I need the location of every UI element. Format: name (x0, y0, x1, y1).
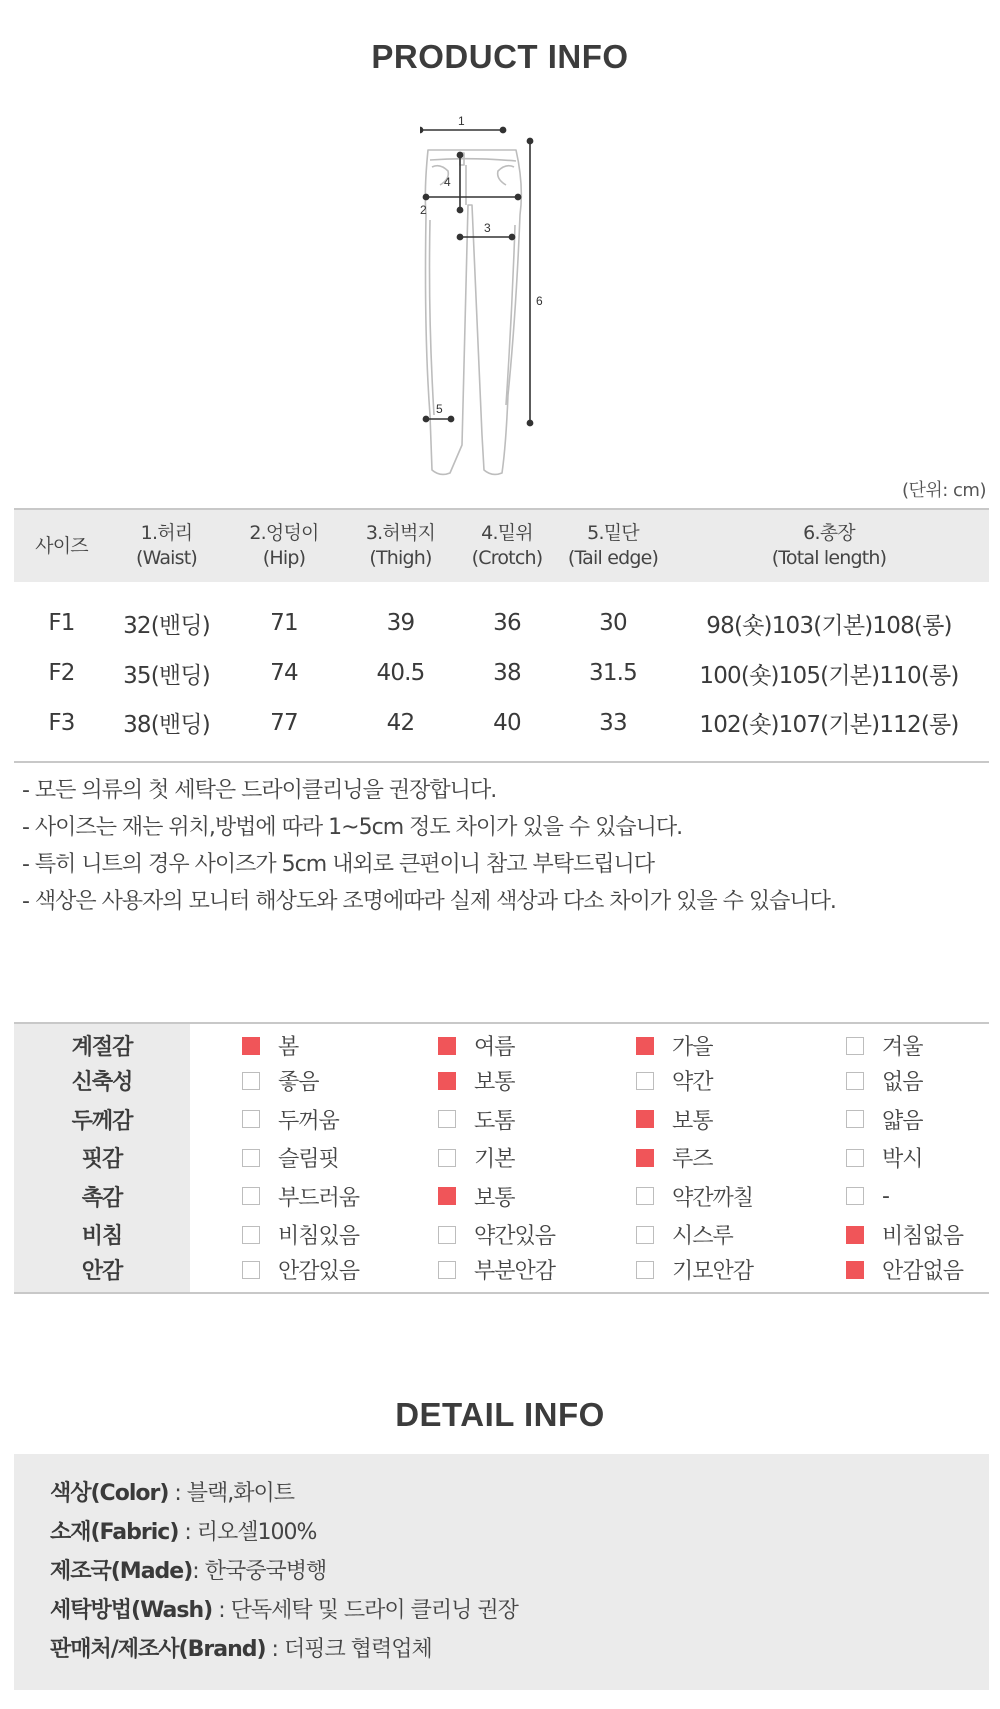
attribute-option-cell (398, 1100, 596, 1139)
checked-box-icon (636, 1037, 654, 1055)
attribute-option (846, 1104, 989, 1135)
option-label: 안감있음 (278, 1259, 360, 1285)
option-label: 도톰 (474, 1108, 515, 1134)
cell-tail-edge: 30 (599, 610, 627, 636)
option-label: 안감없음 (882, 1259, 964, 1285)
cell-tail-edge: 33 (557, 698, 669, 762)
pants-measurement-diagram (420, 115, 600, 485)
option-label: - (882, 1183, 889, 1209)
attribute-option-cell (398, 1216, 596, 1255)
attribute-option (242, 1142, 398, 1173)
attribute-option (846, 1219, 989, 1250)
diagram-label-2: 2 (420, 203, 427, 217)
attribute-row (14, 1216, 989, 1255)
attribute-option (846, 1065, 989, 1096)
header-size: 사이즈 (14, 509, 109, 582)
cell-total-length: 102(숏)107(기본)112(롱) (669, 698, 989, 762)
detail-info-box (14, 1454, 989, 1690)
attribute-option (438, 1142, 596, 1173)
table-row (14, 648, 989, 698)
attribute-label: 신축성 (14, 1062, 190, 1101)
option-label: 비침없음 (882, 1224, 964, 1250)
unchecked-box-icon (846, 1037, 864, 1055)
option-label: 박시 (882, 1147, 923, 1173)
attribute-option (636, 1104, 804, 1135)
detail-row-color (50, 1474, 989, 1513)
unchecked-box-icon (438, 1261, 456, 1279)
detail-sep: : (178, 1520, 197, 1545)
attribute-option-cell (190, 1139, 398, 1178)
header-thigh: 3.허벅지 (Thigh) (344, 509, 457, 582)
unchecked-box-icon (242, 1261, 260, 1279)
attribute-row (14, 1254, 989, 1293)
attribute-option (438, 1254, 596, 1285)
option-label: 부분안감 (474, 1259, 556, 1285)
attribute-option (636, 1030, 804, 1061)
cell-crotch: 36 (493, 610, 521, 636)
unchecked-box-icon (846, 1149, 864, 1167)
cell-waist: 35(밴딩) (123, 662, 210, 689)
option-label: 약간까칠 (672, 1185, 754, 1211)
header-hip: 2.엉덩이 (Hip) (224, 509, 344, 582)
note-line: - 사이즈는 재는 위치,방법에 따라 1~5cm 정도 차이가 있을 수 있습니다. (22, 815, 683, 840)
unchecked-box-icon (438, 1149, 456, 1167)
unchecked-box-icon (846, 1187, 864, 1205)
header-crotch: 4.밑위 (Crotch) (457, 509, 557, 582)
option-label: 비침있음 (278, 1224, 360, 1250)
option-label: 슬림핏 (278, 1147, 339, 1173)
detail-sep: : (192, 1559, 205, 1584)
header-tail-edge: 5.밑단 (Tail edge) (557, 509, 669, 582)
attribute-label: 두께감 (14, 1100, 190, 1139)
diagram-label-3: 3 (484, 221, 491, 235)
detail-label: 색상(Color) (50, 1481, 169, 1506)
cell-total-length: 100(숏)105(기본)110(롱) (699, 662, 959, 689)
header-waist: 1.허리 (Waist) (109, 509, 224, 582)
checked-box-icon (636, 1149, 654, 1167)
cell-total-length: 98(숏)103(기본)108(롱) (706, 612, 952, 639)
diagram-label-1: 1 (458, 115, 465, 128)
attribute-option (242, 1181, 398, 1212)
unchecked-box-icon (846, 1072, 864, 1090)
attribute-option (438, 1219, 596, 1250)
attribute-option-cell (596, 1100, 804, 1139)
attribute-option-cell (596, 1254, 804, 1293)
attribute-option-cell (804, 1023, 989, 1062)
option-label: 보통 (474, 1070, 515, 1096)
detail-label: 제조국(Made) (50, 1559, 193, 1584)
option-label: 겨울 (882, 1035, 923, 1061)
cell-hip: 71 (270, 610, 298, 636)
attribute-label: 계절감 (14, 1023, 190, 1062)
attribute-row (14, 1062, 989, 1101)
attribute-option (438, 1065, 596, 1096)
checked-box-icon (846, 1226, 864, 1244)
attribute-row (14, 1139, 989, 1178)
size-table (14, 508, 989, 763)
checked-box-icon (242, 1037, 260, 1055)
attribute-label: 핏감 (14, 1139, 190, 1178)
size-table-header (14, 509, 989, 582)
cell-size: F1 (48, 610, 75, 636)
cell-size: F2 (48, 660, 75, 686)
detail-row-fabric (50, 1513, 989, 1552)
option-label: 보통 (672, 1108, 713, 1134)
attribute-option-cell (398, 1254, 596, 1293)
cell-hip: 74 (270, 660, 298, 686)
header-total-length: 6.총장 (Total length) (669, 509, 989, 582)
attribute-option-cell (190, 1100, 398, 1139)
attribute-option (242, 1254, 398, 1285)
detail-value: 한국중국병행 (204, 1559, 327, 1584)
note-line: - 색상은 사용자의 모니터 해상도와 조명에따라 실제 색상과 다소 차이가 있을 수 있습니다. (22, 889, 836, 914)
attribute-option-cell (190, 1177, 398, 1216)
option-label: 기본 (474, 1147, 515, 1173)
attribute-option (846, 1142, 989, 1173)
option-label: 여름 (474, 1035, 515, 1061)
option-label: 부드러움 (278, 1185, 360, 1211)
detail-label: 세탁방법(Wash) (50, 1598, 213, 1623)
attribute-option-cell (804, 1062, 989, 1101)
detail-sep: : (212, 1598, 231, 1623)
cell-crotch: 40 (457, 698, 557, 762)
attribute-table (14, 1022, 989, 1294)
option-label: 봄 (278, 1035, 299, 1061)
attribute-option-cell (596, 1216, 804, 1255)
option-label: 약간 (672, 1070, 713, 1096)
unchecked-box-icon (636, 1187, 654, 1205)
cell-waist: 32(밴딩) (123, 612, 210, 639)
cell-tail-edge: 31.5 (588, 660, 637, 686)
attribute-option (242, 1104, 398, 1135)
attribute-option-cell (398, 1023, 596, 1062)
attribute-option (242, 1065, 398, 1096)
detail-row-brand (50, 1630, 989, 1669)
cell-thigh: 39 (386, 610, 415, 636)
option-label: 기모안감 (672, 1259, 754, 1285)
attribute-label: 비침 (14, 1216, 190, 1255)
checked-box-icon (846, 1261, 864, 1279)
attribute-label: 안감 (14, 1254, 190, 1293)
unchecked-box-icon (242, 1187, 260, 1205)
attribute-option (636, 1254, 804, 1285)
checked-box-icon (636, 1110, 654, 1128)
attribute-option-cell (596, 1062, 804, 1101)
attribute-option (438, 1181, 596, 1212)
note-line: - 모든 의류의 첫 세탁은 드라이클리닝을 권장합니다. (22, 778, 497, 803)
attribute-option-cell (596, 1023, 804, 1062)
unchecked-box-icon (438, 1226, 456, 1244)
option-label: 보통 (474, 1185, 515, 1211)
diagram-label-4: 4 (444, 175, 451, 189)
diagram-label-5: 5 (436, 402, 443, 416)
detail-value: 블랙,화이트 (186, 1481, 295, 1506)
attribute-option (636, 1142, 804, 1173)
attribute-option-cell (190, 1254, 398, 1293)
attribute-option (438, 1104, 596, 1135)
option-label: 약간있음 (474, 1224, 556, 1250)
attribute-option-cell (398, 1139, 596, 1178)
attribute-option (846, 1030, 989, 1061)
unit-note: (단위: cm) (901, 480, 986, 501)
detail-label: 소재(Fabric) (50, 1520, 179, 1545)
unchecked-box-icon (438, 1110, 456, 1128)
attribute-option-cell (596, 1177, 804, 1216)
attribute-option (636, 1219, 804, 1250)
table-row (14, 698, 989, 762)
option-label: 좋음 (278, 1070, 319, 1096)
unchecked-box-icon (636, 1072, 654, 1090)
attribute-option (242, 1219, 398, 1250)
detail-row-wash (50, 1591, 989, 1630)
note-line: - 특히 니트의 경우 사이즈가 5cm 내외로 큰편이니 참고 부탁드립니다 (22, 852, 654, 877)
attribute-option-cell (596, 1139, 804, 1178)
detail-label: 판매처/제조사(Brand) (50, 1637, 266, 1662)
detail-row-made (50, 1552, 989, 1591)
attribute-option-cell (804, 1177, 989, 1216)
unchecked-box-icon (636, 1261, 654, 1279)
detail-value: 리오셀100% (196, 1520, 317, 1545)
attribute-option (636, 1065, 804, 1096)
cell-thigh: 42 (344, 698, 457, 762)
cell-thigh: 40.5 (376, 660, 425, 686)
attribute-option-cell (804, 1139, 989, 1178)
attribute-option-cell (398, 1062, 596, 1101)
cell-crotch: 38 (493, 660, 521, 686)
detail-info-title: DETAIL INFO (395, 1396, 605, 1433)
product-info-title: PRODUCT INFO (371, 38, 629, 75)
attribute-option-cell (190, 1216, 398, 1255)
attribute-option (438, 1030, 596, 1061)
attribute-row (14, 1023, 989, 1062)
detail-sep: : (265, 1637, 284, 1662)
attribute-option (242, 1030, 398, 1061)
attribute-row (14, 1100, 989, 1139)
attribute-option-cell (190, 1023, 398, 1062)
checked-box-icon (438, 1072, 456, 1090)
option-label: 두꺼움 (278, 1108, 339, 1134)
unchecked-box-icon (242, 1072, 260, 1090)
attribute-option-cell (398, 1177, 596, 1216)
checked-box-icon (438, 1187, 456, 1205)
detail-value: 단독세탁 및 드라이 클리닝 권장 (230, 1598, 518, 1623)
care-notes (22, 772, 836, 920)
attribute-option-cell (804, 1216, 989, 1255)
attribute-option (636, 1181, 804, 1212)
cell-waist: 38(밴딩) (109, 698, 224, 762)
option-label: 루즈 (672, 1147, 713, 1173)
unchecked-box-icon (242, 1149, 260, 1167)
option-label: 없음 (882, 1070, 923, 1096)
detail-sep: : (168, 1481, 187, 1506)
table-row (14, 582, 989, 648)
diagram-label-6: 6 (536, 294, 543, 308)
cell-size: F3 (14, 698, 109, 762)
detail-value: 더핑크 협력업체 (283, 1637, 432, 1662)
attribute-option-cell (804, 1254, 989, 1293)
attribute-row (14, 1177, 989, 1216)
cell-hip: 77 (224, 698, 344, 762)
option-label: 얇음 (882, 1108, 923, 1134)
unchecked-box-icon (242, 1226, 260, 1244)
attribute-option (846, 1184, 989, 1209)
unchecked-box-icon (636, 1226, 654, 1244)
attribute-label: 촉감 (14, 1177, 190, 1216)
attribute-option (846, 1254, 989, 1285)
option-label: 시스루 (672, 1224, 733, 1250)
unchecked-box-icon (846, 1110, 864, 1128)
checked-box-icon (438, 1037, 456, 1055)
attribute-option-cell (190, 1062, 398, 1101)
unchecked-box-icon (242, 1110, 260, 1128)
attribute-option-cell (804, 1100, 989, 1139)
option-label: 가을 (672, 1035, 713, 1061)
